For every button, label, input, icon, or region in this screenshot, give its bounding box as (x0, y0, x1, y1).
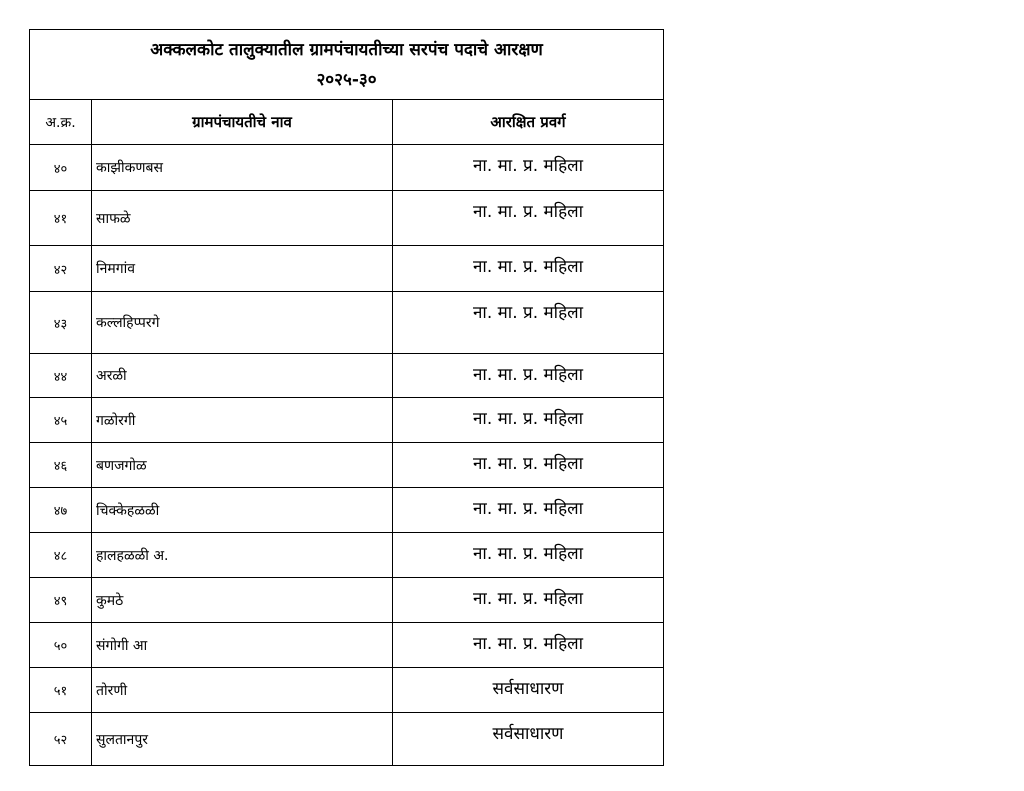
table-row (30, 398, 664, 443)
reserved-category: ना. मा. प्र. महिला (393, 354, 664, 398)
table-row (30, 623, 664, 668)
serial-cell: ४६ (30, 443, 92, 488)
gram-panchayat-name: अरळी (92, 354, 393, 398)
table-row (30, 578, 664, 623)
table-row (30, 191, 664, 246)
gram-panchayat-name: निमगांव (92, 246, 393, 292)
reserved-category: ना. मा. प्र. महिला (393, 145, 664, 191)
reserved-category: ना. मा. प्र. महिला (393, 488, 664, 533)
reserved-category: ना. मा. प्र. महिला (393, 443, 664, 488)
gram-panchayat-name: गळोरगी (92, 398, 393, 443)
reserved-category: ना. मा. प्र. महिला (393, 533, 664, 578)
title-row (30, 30, 664, 100)
table-row (30, 713, 664, 766)
gram-panchayat-name: सुलतानपुर (92, 713, 393, 766)
serial-cell: ४३ (30, 292, 92, 354)
gram-panchayat-name: साफळे (92, 191, 393, 246)
reserved-category: ना. मा. प्र. महिला (393, 398, 664, 443)
table-row (30, 354, 664, 398)
table-row (30, 488, 664, 533)
serial-cell: ४७ (30, 488, 92, 533)
table-row (30, 145, 664, 191)
gram-panchayat-name: काझीकणबस (92, 145, 393, 191)
serial-cell: ४५ (30, 398, 92, 443)
serial-cell: ४२ (30, 246, 92, 292)
gram-panchayat-name: संगोगी आ (92, 623, 393, 668)
serial-cell: ४० (30, 145, 92, 191)
gram-panchayat-name: कल्लहिप्परगे (92, 292, 393, 354)
title-line-1: अक्कलकोट तालुक्यातील ग्रामपंचायतीच्या सरपंच पदाचे आरक्षण (150, 39, 543, 60)
gram-panchayat-name: बणजगोळ (92, 443, 393, 488)
serial-cell: ४९ (30, 578, 92, 623)
gram-panchayat-name: हालहळळी अ. (92, 533, 393, 578)
serial-header: अ.क्र. (30, 100, 92, 145)
serial-cell: ४४ (30, 354, 92, 398)
reserved-category: ना. मा. प्र. महिला (393, 246, 664, 292)
reserved-category: ना. मा. प्र. महिला (393, 623, 664, 668)
name-header: ग्रामपंचायतीचे नाव (92, 100, 393, 145)
table-title (30, 30, 664, 100)
serial-cell: ५१ (30, 668, 92, 713)
header-row (30, 100, 664, 145)
gram-panchayat-name: चिक्केहळळी (92, 488, 393, 533)
reserved-category: ना. मा. प्र. महिला (393, 578, 664, 623)
category-header: आरक्षित प्रवर्ग (393, 100, 664, 145)
table-row (30, 292, 664, 354)
table-row (30, 246, 664, 292)
table-row (30, 533, 664, 578)
serial-cell: ४१ (30, 191, 92, 246)
serial-cell: ५२ (30, 713, 92, 766)
reservation-table (29, 29, 664, 766)
serial-cell: ४८ (30, 533, 92, 578)
reserved-category: ना. मा. प्र. महिला (393, 292, 664, 354)
reserved-category: सर्वसाधारण (393, 713, 664, 766)
serial-cell: ५० (30, 623, 92, 668)
table-row (30, 443, 664, 488)
gram-panchayat-name: कुमठे (92, 578, 393, 623)
table-row (30, 668, 664, 713)
gram-panchayat-name: तोरणी (92, 668, 393, 713)
reserved-category: ना. मा. प्र. महिला (393, 191, 664, 246)
reserved-category: सर्वसाधारण (393, 668, 664, 713)
title-line-2: २०२५-३० (316, 69, 377, 90)
